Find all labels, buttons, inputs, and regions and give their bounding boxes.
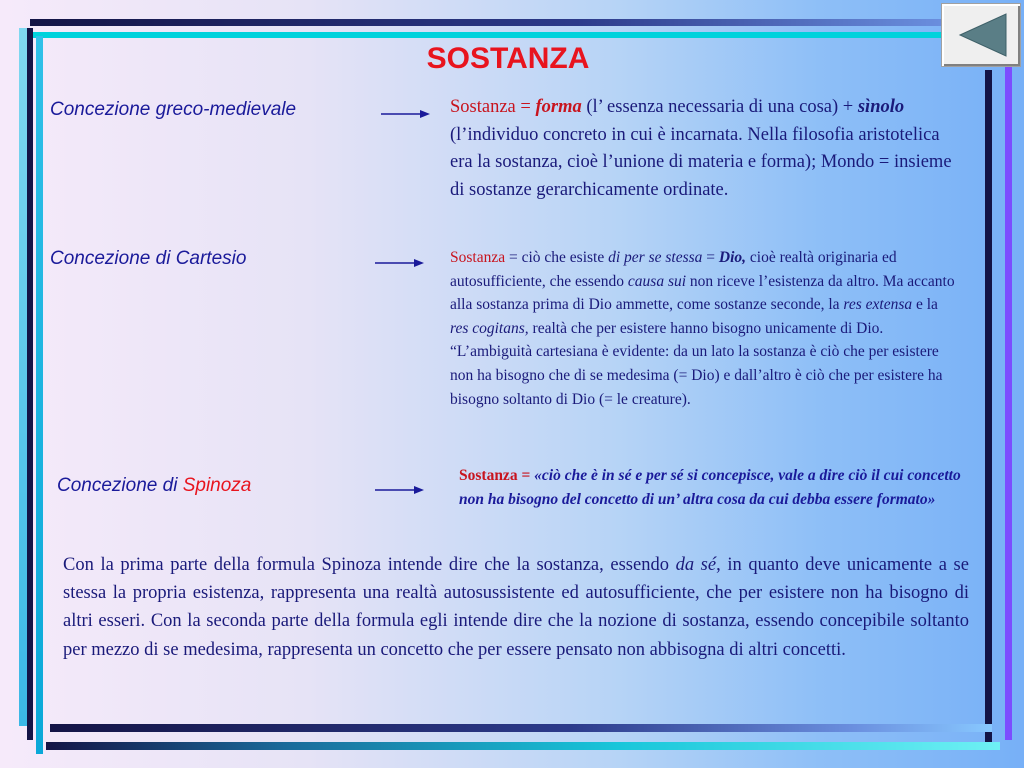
term-forma: forma (535, 97, 582, 117)
bottom-bar-dark (50, 724, 992, 732)
concept-cartesio: Concezione di Cartesio (50, 248, 247, 269)
arrow-right-icon (380, 108, 432, 120)
arrow-right-icon (374, 484, 426, 496)
concept-greco-medievale: Concezione greco-medievale (50, 99, 297, 120)
left-bar-light (19, 28, 27, 726)
spinoza-quote: «ciò che è in sé e per sé si concepisce, vale a dire ciò il cui concetto non ha bisogno del concetto di un’ altra cosa da cui debba essere formato» (459, 467, 961, 508)
concept-spinoza: Concezione di Spinoza (57, 475, 252, 496)
top-bar-cyan (30, 32, 980, 38)
term-sostanza: Sostanza (459, 467, 518, 484)
top-bar-dark (30, 19, 941, 26)
page-title: SOSTANZA (426, 42, 590, 75)
explanation-paragraph: Con la prima parte della formula Spinoza intende dire che la sostanza, essendo da sé, in quanto deve unicamente a se stessa la propria esistenza, rappresenta una realtà autosussistente ed autosufficiente, che per esistere non ha bisogno di altri esseri. Con la seconda parte della formula egli intende dire che la nozione di sostanza, essendo concepibile soltanto per mezzo di se medesima, rappresenta un concetto che per essere pensato non abbisogna di altri concetti. (63, 555, 969, 660)
term-sostanza: Sostanza (450, 249, 506, 266)
left-bar-cyan (36, 36, 43, 754)
arrow-right-icon (374, 257, 426, 269)
right-bar-violet (1005, 58, 1012, 740)
definition-spinoza: Sostanza = «ciò che è in sé e per sé si concepisce, vale a dire ciò il cui concetto non ha bisogno del concetto di un’ altra cosa da cui debba essere formato» (459, 467, 961, 508)
term-sinolo: sìnolo (857, 97, 905, 117)
spinoza-name: Spinoza (182, 475, 252, 496)
right-bar-dark (985, 70, 992, 742)
definition-greco-medievale: Sostanza = forma (l’ essenza necessaria di una cosa) + sìnolo (l’individuo concreto in cui è incarnata. Nella filosofia aristotelica era la sostanza, cioè l’unione di materia e forma); Mondo = insieme di sostanze gerarchicamente ordinate. (450, 97, 952, 200)
definition-cartesio: Sostanza = ciò che esiste di per se stessa = Dio, cioè realtà originaria ed autosufficiente, che essendo causa sui non riceve l’esistenza da altro. Ma accanto alla sostanza prima di Dio ammette, come sostanze seconde, la res extensa e la res cogitans, realtà che per esistere hanno bisogno unicamente di Dio. “L’ambiguità cartesiana è evidente: da un lato la sostanza è ciò che per esistere non ha bisogno che di se medesima (= Dio) e dall’altro è ciò che per esistere ha bisogno soltanto di Dio (= le creature). (450, 249, 955, 408)
term-dio: Dio, (718, 249, 747, 266)
bottom-bar-cyan (46, 742, 1000, 750)
left-bar-dark (27, 28, 33, 740)
term-sostanza: Sostanza (450, 97, 516, 117)
